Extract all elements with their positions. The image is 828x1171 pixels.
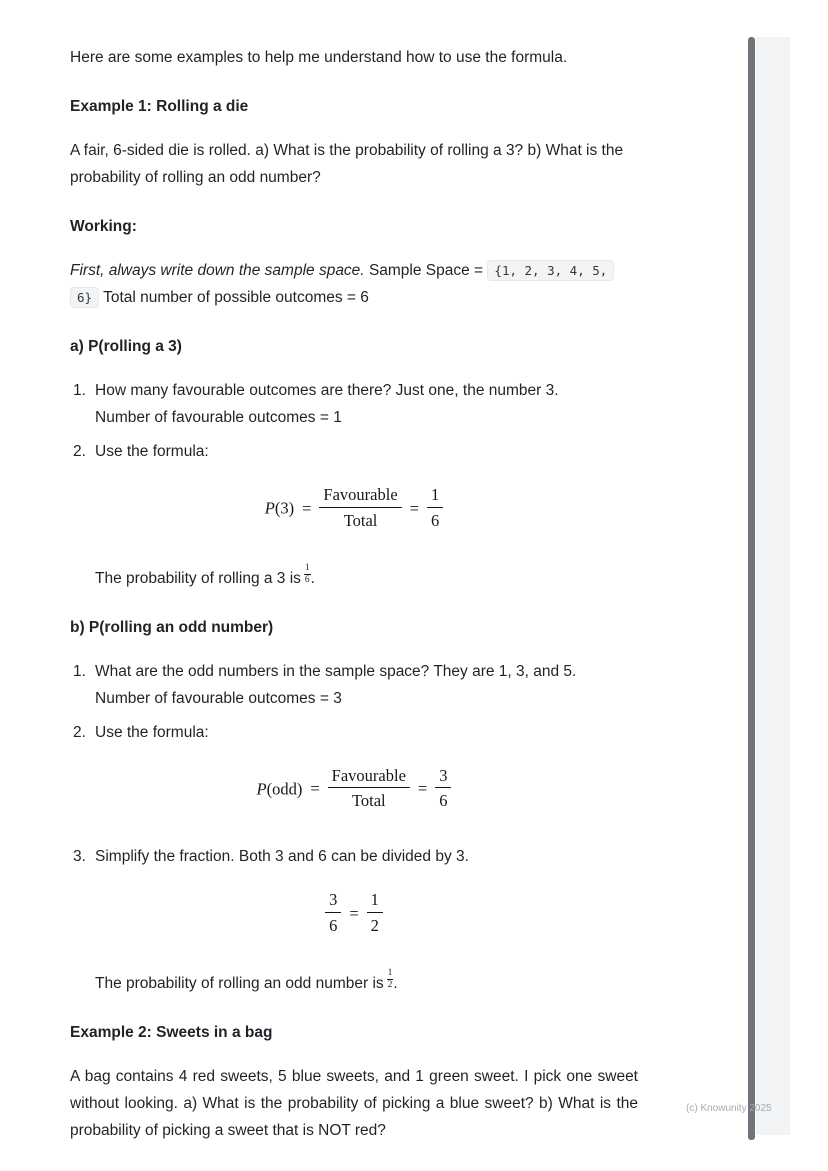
fraction-denominator: Total — [351, 791, 386, 811]
part-b-heading: b) P(rolling an odd number) — [70, 618, 274, 636]
watermark: (c) Knowunity 2025 — [686, 1103, 772, 1114]
outcomes-total-text: Total number of possible outcomes = 6 — [103, 289, 369, 306]
list-marker: 1. — [73, 662, 86, 680]
fraction-denominator: 6 — [439, 791, 448, 811]
part-a-list — [70, 377, 638, 465]
example1-problem: A fair, 6-sided die is rolled. a) What is the probability of rolling a 3? b) What is the probability of rolling an odd number? — [70, 142, 624, 186]
result-a-period: . — [310, 569, 315, 587]
fraction-denominator: 6 — [329, 915, 338, 935]
list-marker: 2. — [73, 443, 86, 460]
sample-space-paragraph — [70, 257, 638, 311]
math-argument: (3) — [274, 498, 295, 518]
equals-sign: = — [302, 498, 312, 518]
result-a-paragraph — [70, 563, 638, 592]
list-item-text: Number of favourable outcomes = 3 — [95, 689, 342, 707]
list-item — [70, 719, 638, 746]
math-argument: (odd) — [266, 779, 303, 799]
part-b-list-continued — [70, 843, 638, 870]
fraction-numerator: Favourable — [328, 766, 410, 789]
equals-sign: = — [349, 903, 359, 923]
result-a-text: The probability of rolling a 3 is — [95, 569, 301, 587]
fraction-numerator: 3 — [325, 890, 341, 913]
part-a-heading: a) P(rolling a 3) — [70, 338, 182, 355]
inline-fraction — [304, 563, 311, 586]
intro-paragraph: Here are some examples to help me understand how to use the formula. — [70, 49, 568, 66]
list-marker: 3. — [73, 848, 86, 866]
math-function: P — [256, 779, 267, 799]
scrollbar-track[interactable] — [756, 37, 790, 1135]
equals-sign: = — [417, 779, 428, 799]
fraction — [328, 766, 410, 812]
list-item-text: Number of favourable outcomes = 1 — [95, 409, 342, 426]
list-marker: 2. — [73, 723, 86, 741]
formula-p3 — [70, 485, 638, 531]
example2-problem: A bag contains 4 red sweets, 5 blue sweets, and 1 green sweet. I pick one sweet without looking. a) What is the probability of picking a blue sweet? b) What is the probability of picking a sweet that is NOT red? — [70, 1067, 638, 1139]
formula-podd — [70, 765, 638, 812]
scrollbar-thumb[interactable] — [748, 37, 755, 1140]
fraction-denominator: 6 — [304, 574, 310, 585]
fraction-numerator: 1 — [387, 967, 393, 978]
list-item-text: Use the formula: — [95, 723, 209, 741]
list-item — [70, 658, 638, 712]
fraction-numerator: 3 — [435, 766, 451, 789]
sample-space-note-italic: First, always write down the sample space. — [70, 262, 365, 279]
fraction-denominator: 2 — [370, 915, 379, 935]
sample-space-code: {1, 2, 3, 4, 5, — [487, 260, 614, 281]
result-b-paragraph — [70, 968, 638, 997]
part-b-list — [70, 658, 638, 746]
fraction-numerator: 1 — [304, 562, 310, 573]
fraction-numerator: Favourable — [319, 485, 401, 508]
fraction — [427, 485, 443, 531]
fraction — [325, 890, 341, 936]
document-content — [70, 44, 638, 1161]
list-item-text: What are the odd numbers in the sample space? They are 1, 3, and 5. — [95, 662, 577, 680]
fraction — [435, 766, 451, 812]
sample-space-label: Sample Space = — [368, 262, 484, 279]
equals-sign: = — [310, 779, 320, 799]
fraction-numerator: 1 — [427, 485, 443, 508]
sample-space-code-continued: 6} — [70, 287, 99, 308]
example2-heading: Example 2: Sweets in a bag — [70, 1023, 273, 1041]
list-item-text: Use the formula: — [95, 443, 209, 460]
list-item — [70, 843, 638, 870]
fraction — [367, 890, 383, 936]
list-marker: 1. — [73, 382, 86, 399]
math-function: P — [264, 498, 275, 518]
working-heading: Working: — [70, 218, 137, 235]
fraction-denominator: Total — [343, 510, 378, 530]
fraction-numerator: 1 — [367, 890, 383, 913]
list-item-text: How many favourable outcomes are there? Just one, the number 3. — [95, 382, 559, 399]
result-b-text: The probability of rolling an odd number is — [95, 974, 384, 992]
list-item-text: Simplify the fraction. Both 3 and 6 can be divided by 3. — [95, 848, 469, 866]
list-item — [70, 438, 638, 465]
fraction-denominator: 2 — [387, 979, 393, 990]
formula-simplify — [70, 890, 638, 936]
list-item — [70, 377, 638, 431]
fraction-denominator: 6 — [430, 510, 440, 530]
example1-heading: Example 1: Rolling a die — [70, 98, 249, 115]
equals-sign: = — [409, 498, 419, 518]
fraction — [319, 485, 401, 531]
result-b-period: . — [393, 974, 398, 992]
